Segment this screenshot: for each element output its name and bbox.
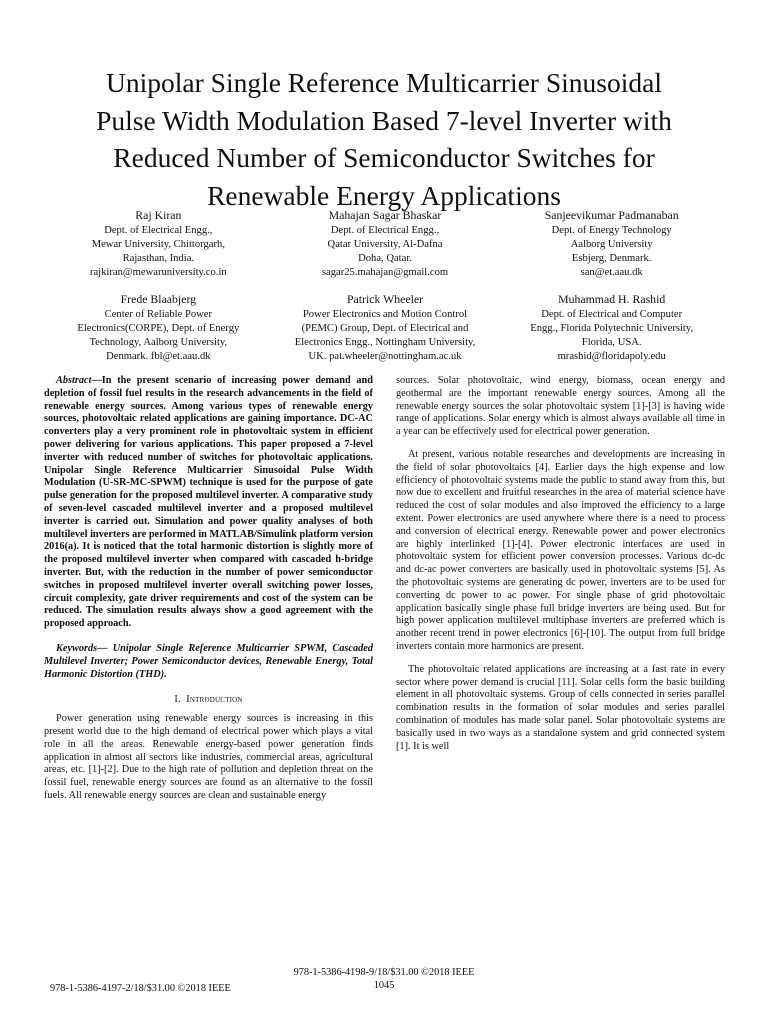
author-name: Muhammad H. Rashid	[558, 292, 666, 306]
author-block	[45, 208, 272, 280]
author-affiliation: Doha, Qatar.	[358, 252, 412, 264]
author-block	[272, 292, 499, 364]
author-block	[498, 292, 725, 364]
author-email: sagar25.mahajan@gmail.com	[321, 266, 449, 278]
author-affiliation: Florida, USA.	[581, 336, 642, 348]
author-email: rajkiran@mewaruniversity.co.in	[89, 266, 227, 278]
body-paragraph: Power generation using renewable energy sources is increasing in this present world due to the high demand of electrical power which plays a vital role in all the areas. Renewable energy-based power generation finds application in almost all sectors like industries, commercial areas, agricultural areas, etc. [1]-[2]. Due to the high rate of pollution and depletion threat on the fossil fuel, renewable energy sources are found as an alternative to the fossil fuels. All renewable energy sources are clean and sustainable energy	[44, 713, 373, 801]
right-column	[396, 375, 725, 763]
author-block	[45, 292, 272, 364]
keywords	[44, 643, 373, 681]
author-affiliation: Center of Reliable Power	[104, 308, 213, 320]
page-number: 1045	[373, 980, 395, 991]
author-affiliation: Qatar University, Al-Dafna	[327, 238, 443, 250]
section-heading	[44, 694, 373, 707]
author-row-1	[45, 208, 725, 280]
author-name: Raj Kiran	[135, 208, 182, 222]
author-affiliation: Rajasthan, India.	[122, 252, 195, 264]
author-name: Mahajan Sagar Bhaskar	[328, 208, 442, 222]
keywords-text: Unipolar Single Reference Multicarrier SPWM, Cascaded Multilevel Inverter; Power Semiconductor devices, Renewable Energy, Total Harmonic Distortion (THD).	[44, 642, 374, 680]
author-row-2	[45, 292, 725, 364]
keywords-dash: —	[97, 642, 113, 654]
title-line: Unipolar Single Reference Multicarrier Sinusoidal	[106, 67, 662, 98]
author-email: UK. pat.wheeler@nottingham.ac.uk	[308, 350, 462, 362]
author-affiliation: Aalborg University	[570, 238, 653, 250]
paper-title	[40, 64, 728, 214]
body-paragraph: sources. Solar photovoltaic, wind energy, biomass, ocean energy and geothermal are the important renewable energy sources. Among all the renewable energy sources the solar photovoltaic system [1]-[3] is having wide range of applications. Solar energy which is almost always available all time in a year can be effectively used for electrical power generation.	[396, 375, 725, 438]
author-affiliation: Dept. of Electrical and Computer	[541, 308, 683, 320]
author-affiliation: (PEMC) Group, Dept. of Electrical and	[301, 322, 469, 334]
abstract-text: In the present scenario of increasing power demand and depletion of fossil fuel results in the research advancements in the field of renewable energy sources. Among various types of renewable energy sources, photovoltaic related applications are gaining importance. DC-AC converters play a very prominent role in photovoltaic system in efficient power delivering for various applications. This paper proposed a 7-level inverter with reduced number of switches for photovoltaic applications. Unipolar Single Reference Multicarrier Sinusoidal Pulse Width Modulation (U-SR-MC-SPWM) technique is used for the purpose of gate pulse generation for the proposed multilevel inverter. A comparative study of seven-level cascaded multilevel inverter and a proposed multilevel inverter is carried out. Simulation and power quality analyses of both multilevel inverters are performed in MATLAB/Simulink platform version 2016(a). It is noticed that the total harmonic distortion is slightly more of the proposed multilevel inverter when compared with cascaded h-bridge inverter. But, with the reduction in the number of power semiconductor switches in proposed multilevel inverter overall switching power losses, circuit complexity, gate driver requirements and cost of the system can be reduced. The simulation results always show a good agreement with the proposed approach.	[44, 375, 373, 630]
section-numeral: I.	[174, 694, 181, 706]
author-affiliation: Dept. of Electrical Engg.,	[330, 224, 440, 236]
author-block	[498, 208, 725, 280]
author-name: Frede Blaabjerg	[120, 292, 197, 306]
author-email: san@et.aau.dk	[580, 266, 643, 278]
title-line: Reduced Number of Semiconductor Switches for	[113, 142, 655, 173]
left-column	[44, 375, 373, 813]
author-name: Sanjeevikumar Padmanaban	[544, 208, 679, 222]
footer-copyright: 978-1-5386-4198-9/18/$31.00 ©2018 IEEE	[293, 967, 475, 978]
author-affiliation: Esbjerg, Denmark.	[571, 252, 652, 264]
body-paragraph: At present, various notable researches and developments are increasing in the field of solar photovoltaics [4]. Earlier days the high expense and low efficiency of photovoltaic systems made the public to stand away from this, but now due to excellent and fruitful researches in the area of material science have reduced the cost of solar modules and also improved the efficiency to a large extent. Power electronics are used anywhere where there is a need to process and conversion of electrical energy. Renewable power and power electronics are highly interlinked [1]-[4]. Power electronic interfaces are used in photovoltaic system for efficient power conversion processes. Various dc-dc and dc-ac power converters are basically used in photovoltaic systems [5]. As the photovoltaic systems are generating dc power, inverters are to be used for converting dc power to ac power. For single phase of grid photovoltaic application basically single phase full bridge inverters are being used. But for high power application multilevel multiphase inverters are preferred which is another recent trend in power electronics [6]-[10]. The output from full bridge inverters contain more harmonics are present.	[396, 448, 725, 652]
footer-copyright-left: 978-1-5386-4197-2/18/$31.00 ©2018 IEEE	[50, 983, 231, 994]
author-name: Patrick Wheeler	[346, 292, 424, 306]
abstract-label: Abstract	[56, 375, 92, 386]
title-line: Pulse Width Modulation Based 7-level Inverter with	[96, 104, 672, 136]
author-affiliation: Power Electronics and Motion Control	[302, 308, 468, 320]
author-affiliation: Electronics Engg., Nottingham University,	[294, 336, 476, 348]
author-affiliation: Dept. of Energy Technology	[551, 224, 672, 236]
author-affiliation: Electronics(CORPE), Dept. of Energy	[77, 322, 240, 334]
body-paragraph: The photovoltaic related applications are increasing at a fast rate in every sector where power demand is crucial [11]. Solar cells form the basic building element in all photovoltaic systems. Group of cells connected in series parallel combination results in the formation of solar modules and series parallel combination of modules has made solar panel. Solar photovoltaic systems are basically used in two ways as a standalone system and grid connected system [1]. It is well	[396, 663, 725, 752]
author-email: mrashid@floridapoly.edu	[557, 350, 666, 362]
author-affiliation: Engg., Florida Polytechnic University,	[530, 322, 694, 334]
title-line: Renewable Energy Applications	[207, 179, 561, 211]
author-affiliation: Technology, Aalborg University,	[89, 336, 228, 348]
author-affiliation: Dept. of Electrical Engg.,	[104, 224, 213, 236]
abstract-dash: —	[91, 375, 102, 386]
author-email: Denmark. fbl@et.aau.dk	[106, 350, 211, 362]
section-title: Introduction	[186, 694, 243, 706]
author-affiliation: Mewar University, Chittorgarh,	[91, 238, 225, 250]
abstract	[44, 375, 373, 631]
keywords-label: Keywords	[56, 642, 98, 654]
author-block	[272, 208, 499, 280]
